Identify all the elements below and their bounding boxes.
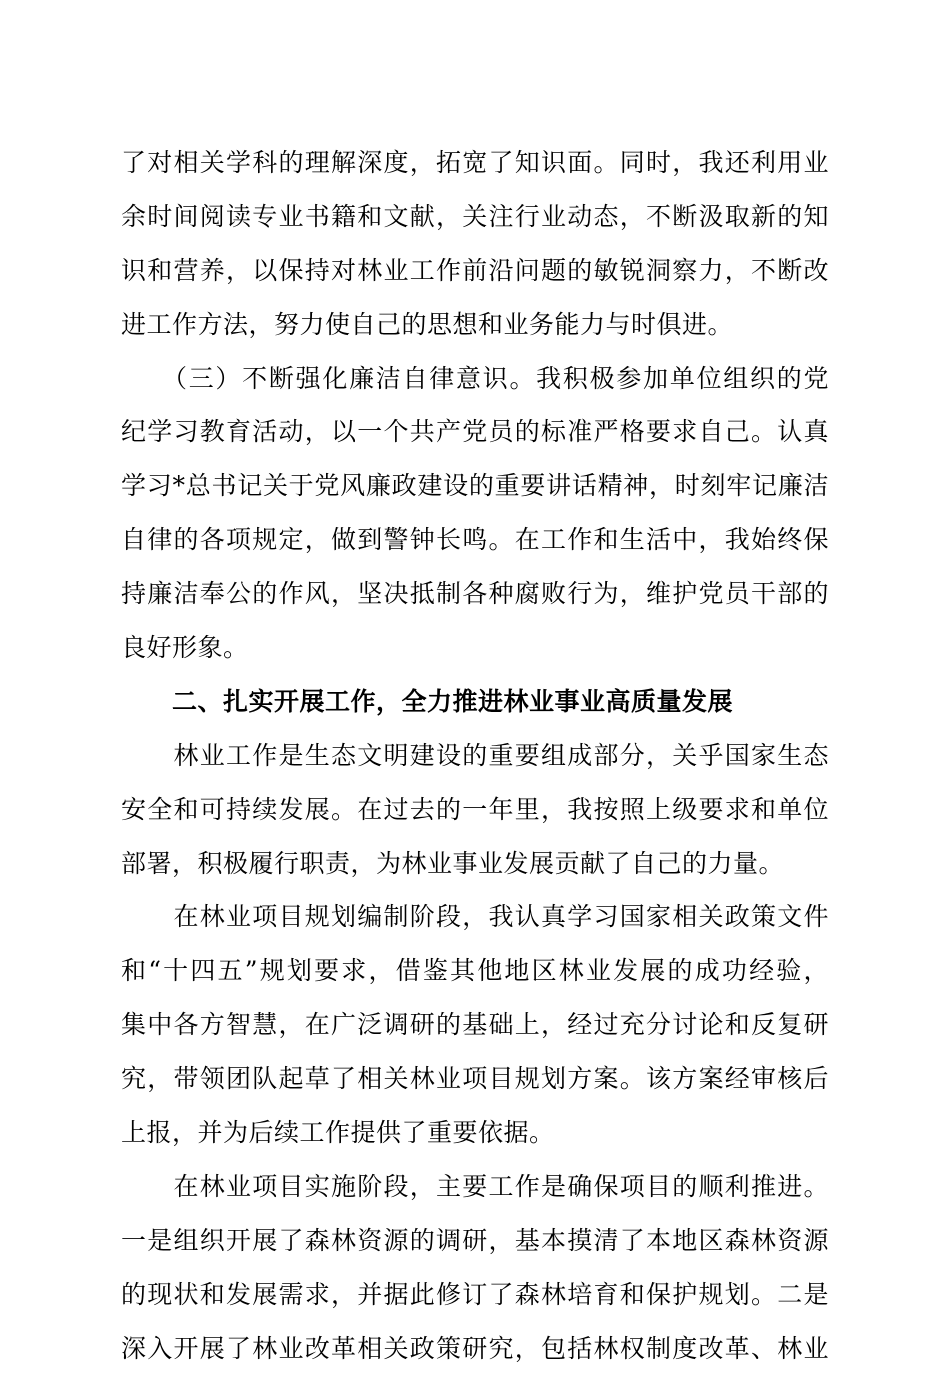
text-line: （三）不断强化廉洁自律意识。我积极参加单位组织的党	[121, 363, 829, 393]
text-line: 识和营养，以保持对林业工作前沿问题的敏锐洞察力，不断改	[121, 255, 829, 285]
section-heading-2	[121, 675, 829, 729]
text-line: 深入开展了林业改革相关政策研究，包括林权制度改革、林业	[121, 1333, 829, 1363]
text-line: 安全和可持续发展。在过去的一年里，我按照上级要求和单位	[121, 794, 829, 824]
paragraph-forestry-intro	[121, 729, 829, 891]
text-line: 学习*总书记关于党风廉政建设的重要讲话精神，时刻牢记廉洁	[121, 471, 829, 501]
text-line: 纪学习教育活动，以一个共产党员的标准严格要求自己。认真	[121, 417, 829, 447]
section-heading: 二、扎实开展工作，全力推进林业事业高质量发展	[121, 686, 734, 716]
text-line: 良好形象。	[121, 633, 249, 663]
paragraph-project-planning	[121, 890, 829, 1159]
text-line: 集中各方智慧，在广泛调研的基础上，经过充分讨论和反复研	[121, 1010, 829, 1040]
text-line: 和“十四五”规划要求，借鉴其他地区林业发展的成功经验，	[121, 956, 829, 986]
text-line: 的现状和发展需求，并据此修订了森林培育和保护规划。二是	[121, 1279, 829, 1309]
document-body	[121, 136, 829, 1375]
text-line: 进工作方法，努力使自己的思想和业务能力与时俱进。	[121, 309, 734, 339]
text-line: 了对相关学科的理解深度，拓宽了知识面。同时，我还利用业	[121, 148, 829, 177]
text-line: 部署，积极履行职责，为林业事业发展贡献了自己的力量。	[121, 848, 785, 878]
text-line: 持廉洁奉公的作风，坚决抵制各种腐败行为，维护党员干部的	[121, 579, 829, 609]
text-line: 一是组织开展了森林资源的调研，基本摸清了本地区森林资源	[121, 1225, 829, 1255]
paragraph-integrity-awareness	[121, 352, 829, 675]
text-line: 自律的各项规定，做到警钟长鸣。在工作和生活中，我始终保	[121, 525, 829, 555]
text-line: 在林业项目规划编制阶段，我认真学习国家相关政策文件	[121, 902, 829, 932]
text-line: 林业工作是生态文明建设的重要组成部分，关乎国家生态	[121, 740, 829, 770]
text-line: 究，带领团队起草了相关林业项目规划方案。该方案经审核后	[121, 1064, 829, 1094]
paragraph-project-implementation	[121, 1160, 829, 1375]
text-line: 在林业项目实施阶段，主要工作是确保项目的顺利推进。	[121, 1171, 829, 1201]
text-line: 余时间阅读专业书籍和文献，关注行业动态，不断汲取新的知	[121, 201, 829, 231]
paragraph-continued-study	[121, 136, 829, 352]
text-line: 上报，并为后续工作提供了重要依据。	[121, 1118, 555, 1148]
